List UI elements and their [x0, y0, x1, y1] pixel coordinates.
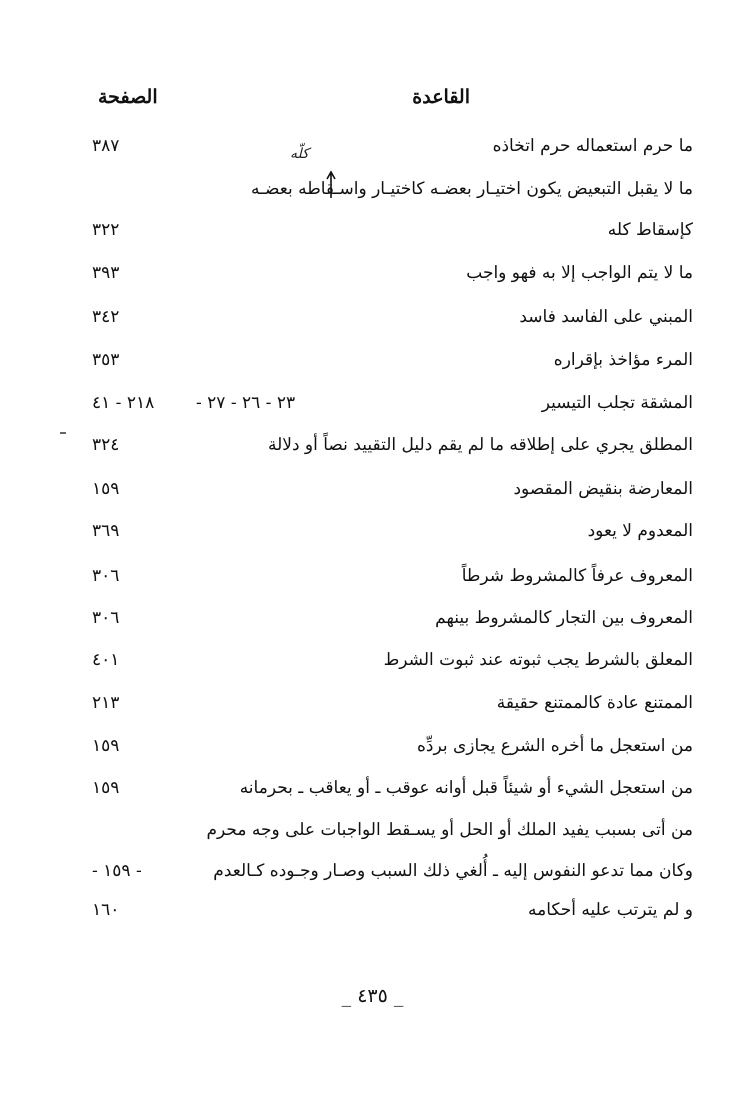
index-row [0, 688, 745, 718]
index-row [0, 895, 745, 925]
rule-text: و لم يترتب عليه أحكامه [527, 900, 693, 920]
rule-text: الممتنع عادة كالممتنع حقيقة [496, 693, 693, 713]
index-row [0, 258, 745, 288]
column-header-rule: القاعدة [412, 86, 470, 108]
index-row [0, 302, 745, 332]
page-number: ٣٤٢ [92, 307, 120, 327]
page-number: ٣٥٣ [92, 350, 120, 370]
index-row [0, 430, 745, 460]
rule-text: من أتى بسبب يفيد الملك أو الحل أو يسـقط الواجبات على وجه محرم [206, 820, 693, 840]
page-number-continued: ٢٣ - ٢٦ - ٢٧ - [196, 393, 296, 413]
page-number: ٣٢٤ [92, 435, 120, 455]
page-number: ٣٩٣ [92, 263, 120, 283]
index-row [0, 215, 745, 245]
rule-text: المعلق بالشرط يجب ثبوته عند ثبوت الشرط [383, 650, 693, 670]
rule-text: المرء مؤاخذ بإقراره [553, 350, 693, 370]
rule-text: ما لا يقبل التبعيض يكون اختيـار بعضـه كاختيـار واسـقاطه بعضـه [250, 179, 693, 199]
rule-text: المطلق يجري على إطلاقه ما لم يقم دليل التقييد نصاً أو دلالة [267, 435, 693, 455]
index-row [0, 731, 745, 761]
page-number: ٣٦٩ [92, 521, 120, 541]
index-row [0, 561, 745, 591]
page-number: ٢١٨ - ٤١ [92, 393, 155, 413]
rule-text: المشقة تجلب التيسير [541, 393, 693, 413]
page-footer-number: _ ٤٣٥ _ [341, 985, 404, 1007]
page-number: ٣٠٦ [92, 566, 120, 586]
page-number: ٣٢٢ [92, 220, 120, 240]
index-row [0, 174, 745, 204]
index-row [0, 516, 745, 546]
rule-text: وكان مما تدعو النفوس إليه ـ أُلغي ذلك السبب وصـار وجـوده كـالعدم [213, 861, 693, 881]
rule-text: ما لا يتم الواجب إلا به فهو واجب [466, 263, 693, 283]
rule-text: ما حرم استعماله حرم اتخاذه [492, 136, 693, 156]
rule-text: المعدوم لا يعود [587, 521, 693, 541]
page-number: - ١٥٩ - [92, 861, 142, 881]
index-row [0, 856, 745, 886]
page-number: ١٥٩ [92, 778, 120, 798]
rule-text: من استعجل الشيء أو شيئاً قبل أوانه عوقب ـ أو يعاقب ـ بحرمانه [239, 778, 693, 798]
rule-text: كإسقاط كله [607, 220, 693, 240]
column-header-page: الصفحة [98, 86, 158, 108]
rule-text: المعروف بين التجار كالمشروط بينهم [435, 608, 693, 628]
index-row [0, 388, 745, 418]
page-number: ٣٠٦ [92, 608, 120, 628]
index-row [0, 645, 745, 675]
index-row [0, 603, 745, 633]
handwritten-annotation: كلّه [290, 146, 309, 162]
rule-text: المعارضة بنقيض المقصود [513, 479, 693, 499]
rule-text: المعروف عرفاً كالمشروط شرطاً [461, 566, 693, 586]
page-number: ٢١٣ [92, 693, 120, 713]
rule-text: المبني على الفاسد فاسد [519, 307, 693, 327]
page-number: ١٦٠ [92, 900, 120, 920]
page-number: ١٥٩ [92, 479, 120, 499]
index-row [0, 131, 745, 161]
index-row [0, 815, 745, 845]
rule-text: من استعجل ما أخره الشرع يجازى بردِّه [416, 736, 693, 756]
index-row [0, 345, 745, 375]
page-number: ١٥٩ [92, 736, 120, 756]
index-row [0, 773, 745, 803]
page-number: ٣٨٧ [92, 136, 120, 156]
page-number: ٤٠١ [92, 650, 120, 670]
index-row [0, 474, 745, 504]
